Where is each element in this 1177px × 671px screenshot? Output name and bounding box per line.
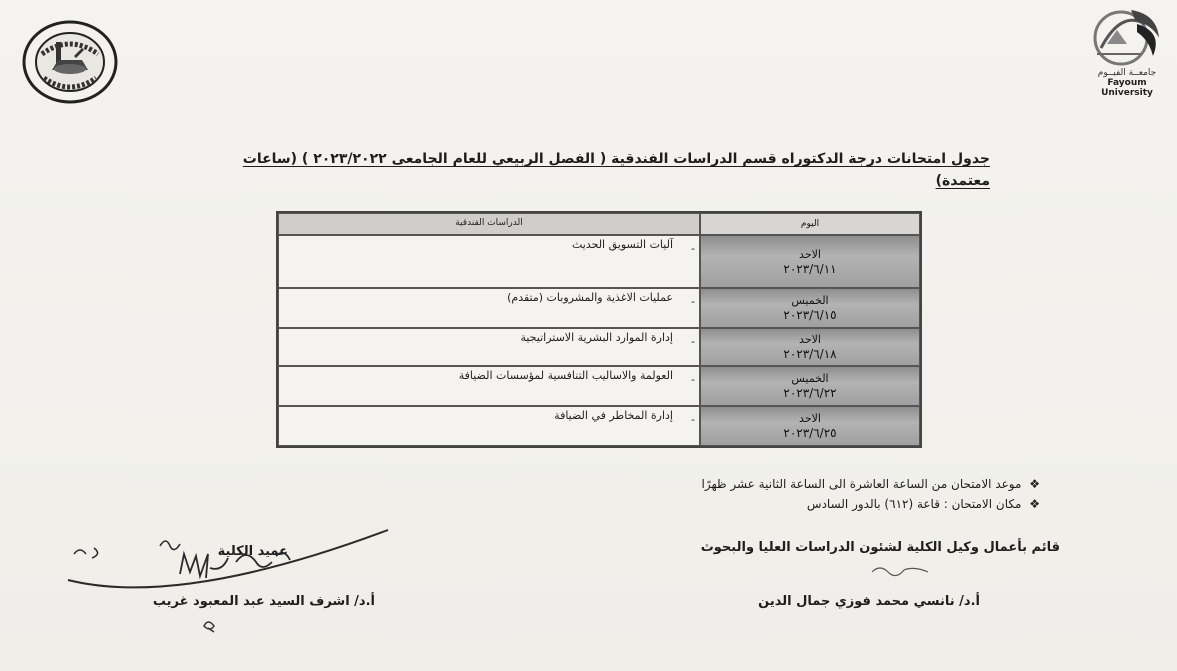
vice-dean-name: أ.د/ نانسي محمد فوزي جمال الدين	[758, 594, 980, 609]
row-day-cell	[700, 366, 920, 406]
exam-date: ٢٠٢٣/٦/٢٥	[783, 426, 837, 440]
exam-date: ٢٠٢٣/٦/١٥	[783, 308, 837, 322]
exam-date: ٢٠٢٣/٦/١١	[783, 261, 837, 276]
bullet-icon: ❖	[1029, 497, 1040, 511]
table-row	[278, 366, 920, 406]
note-item	[620, 474, 1040, 494]
dash-marker: -	[691, 242, 695, 255]
day-name: الاحد	[799, 247, 821, 261]
vice-dean-signature-icon	[870, 562, 930, 578]
dean-signature-icon	[60, 522, 400, 612]
header-day: اليوم	[700, 213, 920, 235]
course-name: إدارة الموارد البشرية الاستراتيجية	[520, 331, 673, 344]
exam-notes	[620, 474, 1040, 514]
day-name: الخميس	[791, 372, 829, 385]
dean-mark-icon	[200, 618, 220, 634]
university-arabic-name: جامعــة الفيــوم	[1097, 68, 1157, 78]
dash-marker: -	[691, 373, 695, 386]
exam-schedule-table	[276, 211, 922, 448]
day-name: الخميس	[791, 294, 829, 307]
row-day-cell	[700, 406, 920, 446]
table-row	[278, 406, 920, 446]
row-day-cell	[700, 235, 920, 288]
course-name: إدارة المخاطر في الضيافة	[554, 409, 673, 422]
row-course-cell	[278, 328, 700, 366]
course-name: آليات التسويق الحديث	[571, 238, 673, 251]
row-course-cell	[278, 366, 700, 406]
note-text: مكان الامتحان : قاعة (٦١٢) بالدور السادس	[806, 497, 1022, 511]
course-name: عمليات الاغذية والمشروبات (متقدم)	[507, 291, 673, 304]
exam-date: ٢٠٢٣/٦/١٨	[783, 347, 837, 361]
dean-role: عميد الكلية	[217, 544, 288, 559]
row-course-cell	[278, 235, 700, 288]
row-course-cell	[278, 288, 700, 328]
bullet-icon: ❖	[1029, 477, 1040, 491]
table-row	[278, 288, 920, 328]
page-title: جدول امتحانات درجة الدكتوراه قسم الدراسات الفندقية ( الفصل الربيعي للعام الجامعى ٢٠٢٣/٢٠٢٢ ) (ساعات معتمدة)	[242, 151, 990, 189]
day-name: الاحد	[799, 333, 821, 346]
vice-dean-signature-block	[650, 540, 1060, 609]
university-english-name: Fayoum University	[1101, 78, 1153, 98]
course-name: العولمة والاساليب التنافسية لمؤسسات الضيافة	[458, 369, 673, 382]
table-row	[278, 328, 920, 366]
dash-marker: -	[691, 335, 695, 348]
note-text: موعد الامتحان من الساعة العاشرة الى الساعة الثانية عشر ظهرًا	[701, 477, 1022, 491]
dean-name: أ.د/ اشرف السيد عبد المعبود غريب	[152, 594, 375, 609]
row-course-cell	[278, 406, 700, 446]
faculty-seal-logo	[22, 20, 118, 104]
university-logo	[1082, 4, 1172, 98]
dash-marker: -	[691, 413, 695, 426]
table-header-row	[278, 213, 920, 235]
table-row	[278, 235, 920, 288]
day-name: الاحد	[799, 412, 821, 425]
row-day-cell	[700, 288, 920, 328]
exam-date: ٢٠٢٣/٦/٢٢	[783, 386, 837, 400]
note-item	[620, 494, 1040, 514]
header-course: الدراسات الفندقية	[278, 213, 700, 235]
faculty-seal-icon	[22, 20, 118, 104]
fayoum-university-icon	[1087, 4, 1167, 66]
vice-dean-role: قائم بأعمال وكيل الكلية لشئون الدراسات العليا والبحوث	[700, 540, 1060, 555]
dash-marker: -	[691, 295, 695, 308]
row-day-cell	[700, 328, 920, 366]
